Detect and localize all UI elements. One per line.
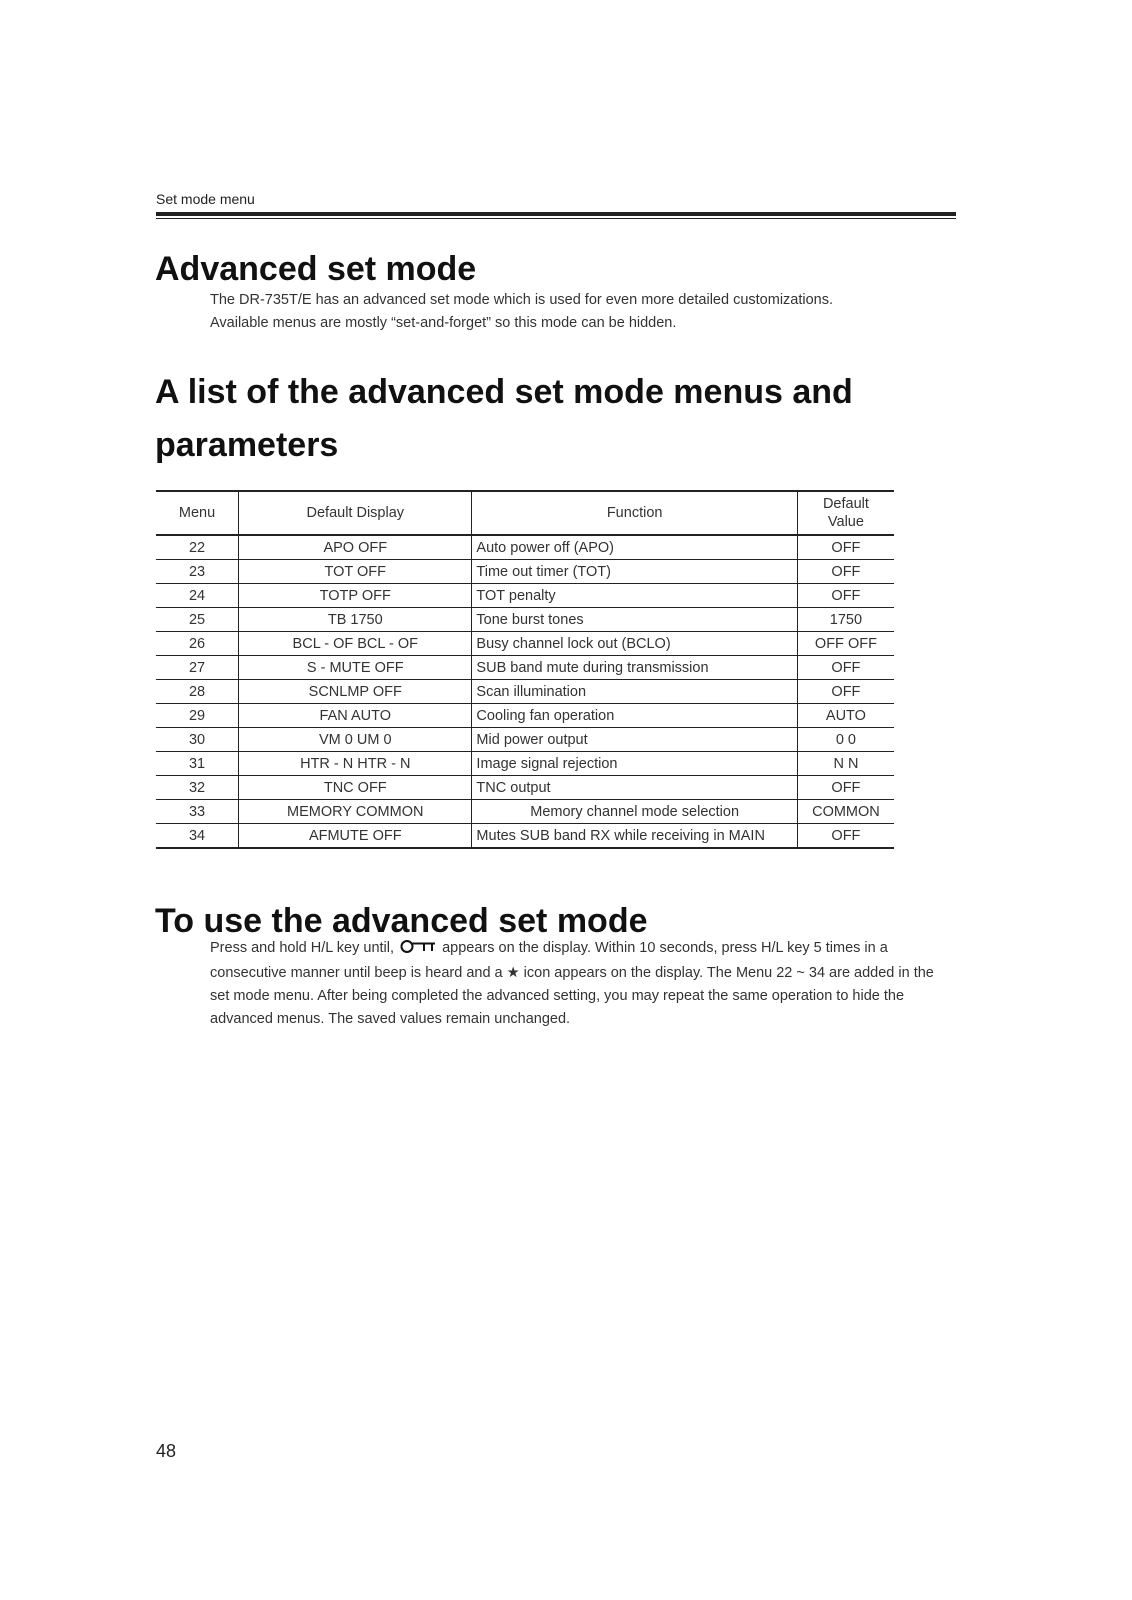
section-title-advanced: Advanced set mode — [155, 250, 477, 288]
cell-value: N N — [797, 752, 894, 776]
cell-menu: 27 — [156, 656, 239, 680]
advanced-menu-table — [156, 490, 894, 849]
cell-value: OFF — [797, 680, 894, 704]
intro-line: Available menus are mostly “set-and-forget” so this mode can be hidden. — [210, 315, 677, 331]
cell-display: TB 1750 — [239, 608, 472, 632]
use-instructions — [210, 937, 950, 1031]
cell-function: Scan illumination — [472, 680, 797, 704]
header-default-value — [797, 491, 894, 535]
cell-menu: 34 — [156, 824, 239, 849]
cell-display: TOTP OFF — [239, 584, 472, 608]
table-row — [156, 752, 894, 776]
cell-menu: 28 — [156, 680, 239, 704]
cell-display: S - MUTE OFF — [239, 656, 472, 680]
cell-value: 0 0 — [797, 728, 894, 752]
cell-menu: 32 — [156, 776, 239, 800]
cell-display: APO OFF — [239, 535, 472, 560]
cell-display: FAN AUTO — [239, 704, 472, 728]
cell-function: Mid power output — [472, 728, 797, 752]
key-icon — [400, 939, 436, 962]
cell-value: OFF — [797, 560, 894, 584]
cell-function: TOT penalty — [472, 584, 797, 608]
cell-display: HTR - N HTR - N — [239, 752, 472, 776]
cell-menu: 23 — [156, 560, 239, 584]
use-text-part1: Press and hold H/L key until, — [210, 940, 395, 956]
cell-menu: 25 — [156, 608, 239, 632]
section-title-use: To use the advanced set mode — [155, 902, 648, 940]
table-row — [156, 632, 894, 656]
cell-menu: 22 — [156, 535, 239, 560]
table-header-row — [156, 491, 894, 535]
cell-value: OFF — [797, 656, 894, 680]
cell-value: COMMON — [797, 800, 894, 824]
table-row — [156, 608, 894, 632]
header-default-display: Default Display — [239, 491, 472, 535]
table-row — [156, 728, 894, 752]
cell-menu: 24 — [156, 584, 239, 608]
running-head: Set mode menu — [156, 191, 255, 207]
use-text-part2: appears on the display. Within 10 seconds, press H/L key 5 times in a consecutive manner until beep is heard and a — [210, 940, 888, 981]
cell-function: Time out timer (TOT) — [472, 560, 797, 584]
cell-menu: 33 — [156, 800, 239, 824]
cell-display: TOT OFF — [239, 560, 472, 584]
cell-function: SUB band mute during transmission — [472, 656, 797, 680]
cell-function: Cooling fan operation — [472, 704, 797, 728]
star-icon: ★ — [506, 965, 520, 981]
table-row — [156, 704, 894, 728]
table-row — [156, 824, 894, 849]
cell-value: AUTO — [797, 704, 894, 728]
table-row — [156, 535, 894, 560]
cell-display: SCNLMP OFF — [239, 680, 472, 704]
cell-menu: 30 — [156, 728, 239, 752]
cell-function: Mutes SUB band RX while receiving in MAIN — [472, 824, 797, 849]
table-row — [156, 800, 894, 824]
cell-function: Tone burst tones — [472, 608, 797, 632]
cell-menu: 31 — [156, 752, 239, 776]
cell-display: BCL - OF BCL - OF — [239, 632, 472, 656]
header-default-value-line1: Default — [822, 496, 869, 512]
cell-display: MEMORY COMMON — [239, 800, 472, 824]
cell-function: TNC output — [472, 776, 797, 800]
cell-value: OFF — [797, 824, 894, 849]
cell-value: 1750 — [797, 608, 894, 632]
header-default-value-line2: Value — [827, 514, 864, 530]
header-menu: Menu — [156, 491, 239, 535]
table-row — [156, 776, 894, 800]
use-text-part3: icon appears on the display. The Menu 22 ~ 34 are added in the set mode menu. After being completed the advanced setting, you may repeat the same operation to hide the advanced menus. The saved values remain unchanged. — [210, 965, 934, 1027]
section-title-list: A list of the advanced set mode menus and parameters — [155, 373, 853, 464]
intro-line: The DR-735T/E has an advanced set mode which is used for even more detailed customizations. — [210, 292, 834, 308]
cell-function: Auto power off (APO) — [472, 535, 797, 560]
cell-function: Memory channel mode selection — [472, 800, 797, 824]
table-row — [156, 560, 894, 584]
cell-function: Busy channel lock out (BCLO) — [472, 632, 797, 656]
cell-value: OFF — [797, 584, 894, 608]
cell-display: VM 0 UM 0 — [239, 728, 472, 752]
cell-function: Image signal rejection — [472, 752, 797, 776]
cell-menu: 26 — [156, 632, 239, 656]
cell-display: TNC OFF — [239, 776, 472, 800]
cell-value: OFF — [797, 535, 894, 560]
table-row — [156, 656, 894, 680]
header-rule-thin — [156, 218, 956, 219]
page-number: 48 — [156, 1441, 177, 1461]
header-function: Function — [472, 491, 797, 535]
header-rule-thick — [156, 212, 956, 216]
cell-value: OFF — [797, 776, 894, 800]
table-row — [156, 680, 894, 704]
advanced-intro — [210, 289, 950, 335]
cell-display: AFMUTE OFF — [239, 824, 472, 849]
cell-value: OFF OFF — [797, 632, 894, 656]
table-row — [156, 584, 894, 608]
cell-menu: 29 — [156, 704, 239, 728]
